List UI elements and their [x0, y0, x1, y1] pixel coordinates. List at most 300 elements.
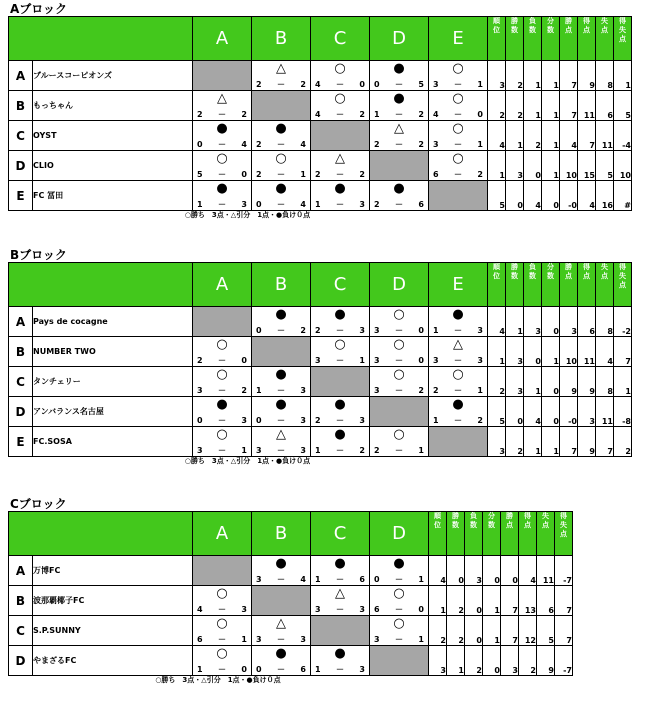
stat-header [429, 512, 447, 556]
score-right: 6 [418, 200, 424, 209]
win-circle-icon: ○ [216, 151, 228, 166]
match-score [256, 170, 306, 179]
match-cell [311, 151, 370, 181]
row-letter: A [9, 556, 33, 586]
stat-header-char: 数 [529, 272, 536, 280]
score-left: 3 [374, 326, 380, 335]
match-cell [311, 91, 370, 121]
win-circle-icon: ○ [216, 586, 228, 601]
team-row [9, 337, 632, 367]
match-score [315, 416, 365, 425]
score-left: 1 [197, 665, 203, 674]
match-cell [429, 91, 488, 121]
score-dash: － [218, 170, 226, 179]
match-cell [429, 367, 488, 397]
stat-header-char: 分 [547, 17, 554, 25]
row-letter: B [9, 91, 33, 121]
match-score [433, 110, 483, 119]
team-name: FC.SOSA [33, 427, 193, 457]
stat-value: 3 [506, 367, 524, 397]
stat-value: 0 [524, 337, 542, 367]
loss-dot-icon: ● [216, 121, 228, 136]
score-left: 4 [197, 605, 203, 614]
column-header-d: D [370, 512, 429, 556]
block-b [8, 248, 632, 466]
score-left: 3 [433, 356, 439, 365]
loss-dot-icon: ● [216, 181, 228, 196]
score-left: 1 [256, 386, 262, 395]
match-score [315, 446, 365, 455]
stat-header-char: 勝 [511, 263, 518, 271]
match-cell [193, 181, 252, 211]
self-match-cell [311, 121, 370, 151]
score-dash: － [395, 110, 403, 119]
stat-header-char: 数 [511, 272, 518, 280]
stat-header-char: 失 [542, 512, 549, 520]
column-header-a: A [193, 512, 252, 556]
stat-header-char: 点 [583, 272, 590, 280]
score-dash: － [218, 140, 226, 149]
loss-dot-icon: ● [275, 121, 287, 136]
stat-value: 1 [542, 427, 560, 457]
loss-dot-icon: ● [334, 646, 346, 661]
row-letter: B [9, 586, 33, 616]
stat-header-char: 点 [542, 521, 549, 529]
stat-value: 13 [519, 586, 537, 616]
match-cell [370, 427, 429, 457]
stat-header-char: 得 [619, 263, 626, 271]
self-match-cell [193, 61, 252, 91]
score-right: 3 [241, 416, 247, 425]
loss-dot-icon: ● [334, 397, 346, 412]
stat-value: 1 [542, 91, 560, 121]
stat-value: 1 [488, 151, 506, 181]
stat-value: 1 [614, 367, 632, 397]
match-cell [252, 307, 311, 337]
score-right: 0 [418, 326, 424, 335]
match-cell [370, 61, 429, 91]
stat-value: 2 [524, 121, 542, 151]
score-left: 3 [315, 356, 321, 365]
stat-value: 7 [614, 337, 632, 367]
score-right: 3 [477, 326, 483, 335]
stat-value: 11 [578, 91, 596, 121]
score-dash: － [395, 386, 403, 395]
stat-value: 0 [506, 181, 524, 211]
stat-value: 11 [596, 397, 614, 427]
score-right: 3 [359, 200, 365, 209]
stat-value: 3 [506, 337, 524, 367]
score-right: 1 [477, 140, 483, 149]
score-dash: － [277, 200, 285, 209]
match-score [374, 140, 424, 149]
score-dash: － [454, 416, 462, 425]
match-cell [311, 397, 370, 427]
score-dash: － [218, 665, 226, 674]
stat-value: 8 [596, 61, 614, 91]
block-title: Bブロック [10, 248, 67, 262]
score-dash: － [395, 635, 403, 644]
score-dash: － [336, 356, 344, 365]
match-score [197, 665, 247, 674]
stat-header [524, 17, 542, 61]
score-left: 1 [433, 416, 439, 425]
stat-value: 3 [524, 307, 542, 337]
legend-note: ○勝ち 3点・△引分 1点・●負け０点 [184, 211, 311, 219]
block-a [8, 2, 632, 220]
match-score [315, 326, 365, 335]
stat-value: -0 [560, 397, 578, 427]
score-dash: － [336, 80, 344, 89]
stat-header [578, 263, 596, 307]
stat-header-char: 点 [524, 521, 531, 529]
match-cell [311, 646, 370, 676]
team-name: アンバランス名古屋 [33, 397, 193, 427]
self-match-cell [193, 307, 252, 337]
score-dash: － [218, 386, 226, 395]
self-match-cell [429, 427, 488, 457]
match-cell [429, 397, 488, 427]
stat-value: 0 [483, 646, 501, 676]
match-score [374, 200, 424, 209]
match-score [197, 200, 247, 209]
match-cell [311, 556, 370, 586]
stat-value: 4 [596, 337, 614, 367]
team-row [9, 61, 632, 91]
score-dash: － [218, 110, 226, 119]
score-dash: － [277, 635, 285, 644]
stat-value: 4 [578, 181, 596, 211]
draw-triangle-icon: △ [335, 151, 345, 166]
loss-dot-icon: ● [334, 556, 346, 571]
column-header-a: A [193, 263, 252, 307]
stat-header-char: 数 [470, 521, 477, 529]
stat-value: 2 [447, 586, 465, 616]
loss-dot-icon: ● [452, 397, 464, 412]
stat-value: 1 [447, 646, 465, 676]
win-circle-icon: ○ [452, 367, 464, 382]
score-left: 2 [197, 356, 203, 365]
stat-header [614, 17, 632, 61]
score-dash: － [218, 635, 226, 644]
score-dash: － [395, 140, 403, 149]
stat-value: -4 [614, 121, 632, 151]
stat-header [542, 263, 560, 307]
score-right: 2 [241, 110, 247, 119]
team-row [9, 121, 632, 151]
score-dash: － [277, 446, 285, 455]
stat-header [596, 263, 614, 307]
score-left: 6 [197, 635, 203, 644]
header-row [9, 512, 573, 556]
score-dash: － [277, 575, 285, 584]
match-score [256, 446, 306, 455]
score-left: 2 [256, 80, 262, 89]
column-header-c: C [311, 17, 370, 61]
stat-header-char: 失 [601, 263, 608, 271]
win-circle-icon: ○ [393, 586, 405, 601]
stat-value: 8 [596, 367, 614, 397]
column-header-e: E [429, 17, 488, 61]
header-row [9, 263, 632, 307]
score-left: 3 [433, 140, 439, 149]
score-left: 0 [256, 416, 262, 425]
loss-dot-icon: ● [334, 307, 346, 322]
win-circle-icon: ○ [334, 91, 346, 106]
row-letter: C [9, 367, 33, 397]
self-match-cell [370, 646, 429, 676]
score-left: 2 [315, 170, 321, 179]
stat-value: 3 [429, 646, 447, 676]
match-score [433, 386, 483, 395]
score-right: 1 [359, 356, 365, 365]
stat-header [483, 512, 501, 556]
score-right: 3 [300, 386, 306, 395]
stat-value: 4 [519, 556, 537, 586]
score-right: 0 [241, 170, 247, 179]
stat-header-char: 勝 [452, 512, 459, 520]
score-left: 0 [197, 416, 203, 425]
win-circle-icon: ○ [216, 646, 228, 661]
match-cell [252, 616, 311, 646]
match-score [315, 356, 365, 365]
loss-dot-icon: ● [275, 307, 287, 322]
stat-value: 9 [578, 367, 596, 397]
win-circle-icon: ○ [216, 367, 228, 382]
team-name: 波那覇椰子FC [33, 586, 193, 616]
score-left: 1 [433, 326, 439, 335]
self-match-cell [370, 397, 429, 427]
score-right: 0 [477, 110, 483, 119]
score-left: 3 [433, 80, 439, 89]
team-row [9, 307, 632, 337]
column-header-d: D [370, 17, 429, 61]
score-left: 0 [256, 665, 262, 674]
match-score [315, 80, 365, 89]
score-right: 6 [359, 575, 365, 584]
stat-value: 11 [537, 556, 555, 586]
match-cell [311, 307, 370, 337]
score-dash: － [277, 665, 285, 674]
legend-note: ○勝ち 3点・△引分 1点・●負け０点 [155, 676, 281, 684]
stat-header-char: 順 [434, 512, 441, 520]
match-cell [429, 151, 488, 181]
column-header-d: D [370, 263, 429, 307]
score-left: 3 [374, 356, 380, 365]
stat-header [501, 512, 519, 556]
loss-dot-icon: ● [334, 427, 346, 442]
loss-dot-icon: ● [275, 181, 287, 196]
match-score [433, 356, 483, 365]
stat-value: 7 [501, 616, 519, 646]
match-score [315, 665, 365, 674]
score-left: 3 [197, 446, 203, 455]
stat-value: 1 [542, 337, 560, 367]
stat-header-char: 位 [434, 521, 441, 529]
stat-value: 1 [524, 91, 542, 121]
score-dash: － [277, 386, 285, 395]
stat-header-char: 数 [529, 26, 536, 34]
stat-header-char: 得 [619, 17, 626, 25]
score-dash: － [454, 356, 462, 365]
match-cell [370, 307, 429, 337]
match-score [197, 140, 247, 149]
self-match-cell [429, 181, 488, 211]
score-dash: － [277, 140, 285, 149]
match-cell [193, 616, 252, 646]
stat-value: 0 [542, 397, 560, 427]
score-right: 3 [300, 635, 306, 644]
match-score [256, 326, 306, 335]
match-score [256, 416, 306, 425]
score-dash: － [454, 140, 462, 149]
match-cell [252, 427, 311, 457]
self-match-cell [252, 91, 311, 121]
stat-value: 1 [614, 61, 632, 91]
stat-value: 1 [506, 307, 524, 337]
score-right: 1 [477, 80, 483, 89]
score-right: 2 [359, 446, 365, 455]
match-cell [193, 367, 252, 397]
match-score [197, 605, 247, 614]
stat-value: 10 [560, 151, 578, 181]
win-circle-icon: ○ [393, 367, 405, 382]
score-dash: － [218, 200, 226, 209]
stat-header [560, 263, 578, 307]
stat-value: 15 [578, 151, 596, 181]
stat-value: 1 [542, 121, 560, 151]
score-right: 6 [300, 665, 306, 674]
score-right: 3 [241, 200, 247, 209]
stat-value: 3 [465, 556, 483, 586]
stat-value: 9 [578, 427, 596, 457]
stat-value: 1 [524, 427, 542, 457]
team-name: CLIO [33, 151, 193, 181]
draw-triangle-icon: △ [276, 61, 286, 76]
team-name: ブルースコーピオンズ [33, 61, 193, 91]
score-left: 5 [197, 170, 203, 179]
score-left: 1 [315, 665, 321, 674]
stat-header [519, 512, 537, 556]
win-circle-icon: ○ [334, 61, 346, 76]
stat-value: 2 [465, 646, 483, 676]
score-right: 2 [418, 140, 424, 149]
match-score [256, 80, 306, 89]
match-cell [193, 337, 252, 367]
stat-header-char: 負 [529, 263, 536, 271]
stat-value: 11 [596, 121, 614, 151]
standings-table [8, 262, 632, 457]
team-row [9, 427, 632, 457]
header-corner [9, 263, 193, 307]
stat-value: 3 [501, 646, 519, 676]
win-circle-icon: ○ [452, 151, 464, 166]
stat-value: 1 [524, 367, 542, 397]
match-cell [370, 121, 429, 151]
stat-header-char: 得 [583, 17, 590, 25]
team-name: S.P.SUNNY [33, 616, 193, 646]
score-dash: － [336, 446, 344, 455]
score-left: 6 [433, 170, 439, 179]
stat-value: 7 [560, 427, 578, 457]
stat-value: 0 [483, 556, 501, 586]
stat-value: 5 [537, 616, 555, 646]
stat-value: 9 [560, 367, 578, 397]
match-cell [252, 367, 311, 397]
score-right: 2 [477, 416, 483, 425]
row-letter: C [9, 616, 33, 646]
stat-value: 4 [524, 397, 542, 427]
match-cell [252, 61, 311, 91]
stat-header-char: 失 [619, 26, 626, 34]
team-name: やまざるFC [33, 646, 193, 676]
score-left: 2 [374, 446, 380, 455]
stat-header-char: 位 [493, 26, 500, 34]
stat-header-char: 点 [583, 26, 590, 34]
stat-header-char: 点 [565, 26, 572, 34]
row-letter: D [9, 397, 33, 427]
match-cell [252, 397, 311, 427]
stat-value: -2 [614, 307, 632, 337]
self-match-cell [193, 556, 252, 586]
loss-dot-icon: ● [393, 91, 405, 106]
stat-value: -7 [555, 556, 573, 586]
stat-value: 3 [560, 307, 578, 337]
stat-value: 16 [596, 181, 614, 211]
score-left: 0 [374, 80, 380, 89]
score-dash: － [336, 575, 344, 584]
stat-value: 7 [555, 616, 573, 646]
stat-value: 1 [542, 61, 560, 91]
match-score [197, 446, 247, 455]
match-score [256, 665, 306, 674]
match-score [374, 635, 424, 644]
match-cell [370, 556, 429, 586]
stat-value: -0 [560, 181, 578, 211]
team-row [9, 646, 573, 676]
score-left: 3 [374, 386, 380, 395]
match-score [374, 386, 424, 395]
match-score [433, 80, 483, 89]
stat-header-char: 点 [601, 26, 608, 34]
match-score [433, 170, 483, 179]
stat-header-char: 点 [560, 530, 567, 538]
score-dash: － [336, 665, 344, 674]
score-right: 4 [300, 200, 306, 209]
match-score [374, 110, 424, 119]
match-cell [193, 121, 252, 151]
self-match-cell [370, 151, 429, 181]
match-score [374, 356, 424, 365]
stat-header-char: 失 [560, 521, 567, 529]
score-dash: － [395, 80, 403, 89]
stat-header-char: 数 [511, 26, 518, 34]
score-dash: － [395, 200, 403, 209]
stat-header [506, 263, 524, 307]
stat-value: 2 [519, 646, 537, 676]
win-circle-icon: ○ [393, 616, 405, 631]
win-circle-icon: ○ [216, 337, 228, 352]
header-corner [9, 17, 193, 61]
stat-value: 0 [542, 367, 560, 397]
team-row [9, 556, 573, 586]
score-left: 6 [374, 605, 380, 614]
score-right: 3 [359, 416, 365, 425]
score-left: 2 [256, 170, 262, 179]
stat-value: 1 [524, 61, 542, 91]
stat-value: 10 [560, 337, 578, 367]
match-score [374, 326, 424, 335]
